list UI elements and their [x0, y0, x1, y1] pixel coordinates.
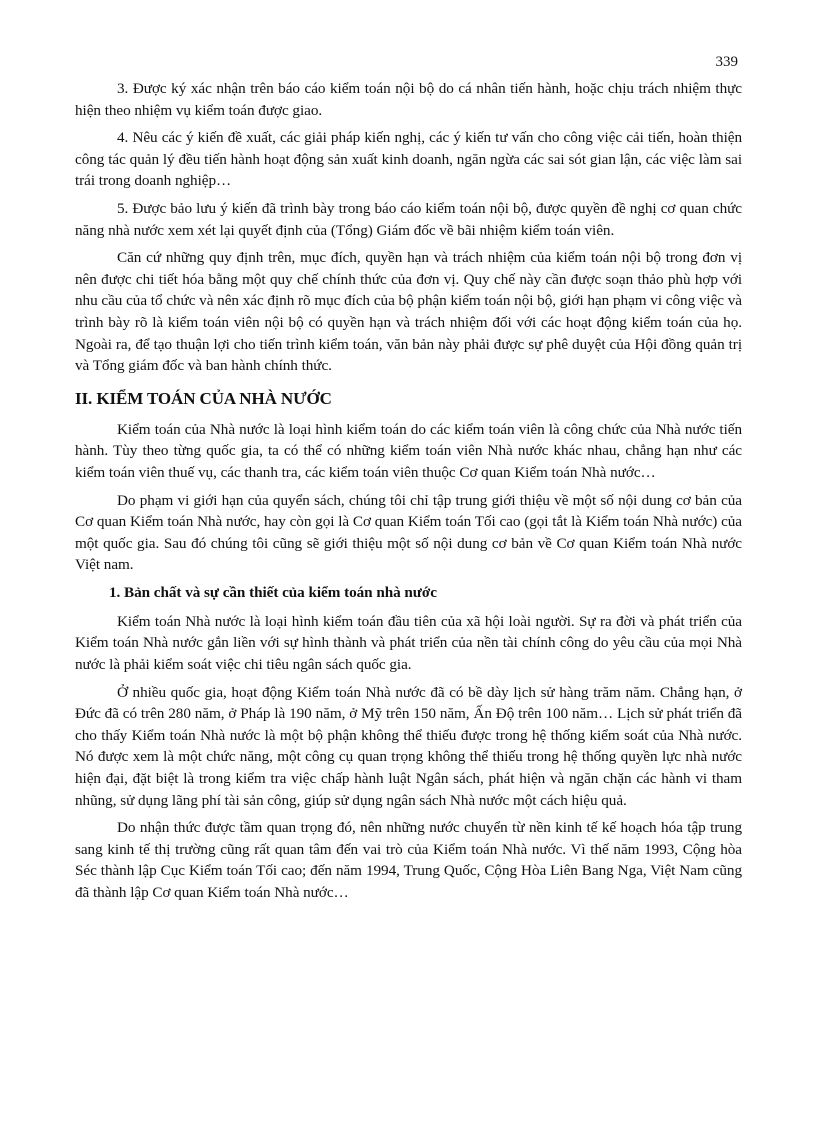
subsection-paragraph-transition: Do nhận thức được tầm quan trọng đó, nên những nước chuyển từ nền kinh tế kế hoạch hóa tập trung sang kinh tế thị trường cũng rất quan tâm đến vai trò của Kiểm toán Nhà nước. Vì thế năm 1993, Cộng hòa Séc thành lập Cục Kiểm toán Tối cao; đến năm 1994, Trung Quốc, Cộng Hòa Liên Bang Nga, Việt Nam cũng đã thành lập Cơ quan Kiểm toán Nhà nước… — [75, 819, 742, 901]
section-heading: II. KIỂM TOÁN CỦA NHÀ NƯỚC — [75, 388, 332, 408]
subsection-paragraph-history: Ở nhiều quốc gia, hoạt động Kiểm toán Nhà nước đã có bề dày lịch sử hàng trăm năm. Chẳng hạn, ở Đức đã có trên 280 năm, ở Pháp là 190 năm, ở Mỹ trên 150 năm, Ấn Độ trên 100 năm… Lịch sử phát triển đã cho thấy Kiểm toán Nhà nước là một bộ phận không thể thiếu được trong hệ thống kiểm soát của Nhà nước. Nó được xem là một chức năng, một công cụ quan trọng không thể thiếu trong hệ thống quyền lực nhà nước hiện đại, đặt biệt là trong kiểm tra việc chấp hành luật Ngân sách, phát hiện và ngăn chặn các hành vi tham nhũng, sử dụng lãng phí tài sản công, giúp sử dụng ngân sách Nhà nước một cách hiệu quả. — [75, 683, 742, 809]
section-paragraph-scope: Do phạm vi giới hạn của quyển sách, chúng tôi chỉ tập trung giới thiệu về một số nội dung cơ bản của Cơ quan Kiểm toán Nhà nước, hay còn gọi là Cơ quan Kiểm toán Tối cao (gọi tắt là Kiểm toán Nhà nước) của một quốc gia. Sau đó chúng tôi cũng sẽ giới thiệu một số nội dung cơ bản về Cơ quan Kiểm toán Nhà nước Việt nam. — [75, 491, 742, 574]
subsection-paragraph-origin: Kiểm toán Nhà nước là loại hình kiểm toán đầu tiên của xã hội loài người. Sự ra đời và phát triển của Kiểm toán Nhà nước gắn liền với sự hình thành và phát triển của nền tài chính công do yêu cầu của mọi Nhà nước là phải kiểm soát việc chi tiêu ngân sách quốc gia. — [75, 612, 742, 674]
subsection-heading: 1. Bản chất và sự cần thiết của kiểm toán nhà nước — [109, 583, 437, 601]
page-content — [75, 78, 742, 910]
paragraph-item-5: 5. Được bảo lưu ý kiến đã trình bày trong báo cáo kiểm toán nội bộ, được quyền đề nghị cơ quan chức năng nhà nước xem xét lại quyết định của (Tổng) Giám đốc về bãi nhiệm kiểm toán viên. — [75, 199, 742, 239]
page-number: 339 — [715, 54, 738, 70]
section-paragraph-definition: Kiểm toán của Nhà nước là loại hình kiểm toán do các kiểm toán viên là công chức của Nhà nước tiến hành. Tùy theo từng quốc gia, ta có thể có những kiểm toán viên Nhà nước khác nhau, chẳng hạn như các kiểm toán viên thuế vụ, các thanh tra, các kiểm toán viên thuộc Cơ quan Kiểm toán Nhà nước… — [75, 420, 742, 481]
paragraph-internal-audit-charter: Căn cứ những quy định trên, mục đích, quyền hạn và trách nhiệm của kiểm toán nội bộ trong đơn vị nên được chi tiết hóa bằng một quy chế chính thức của đơn vị. Quy chế này cần được soạn thảo phù hợp với nhu cầu của tổ chức và nên xác định rõ mục đích của bộ phận kiểm toán nội bộ, giới hạn phạm vi công việc và trình bày rõ là kiểm toán viên nội bộ có quyền hạn và trách nhiệm đối với các hoạt động kiểm toán của họ. Ngoài ra, để tạo thuận lợi cho tiến trình kiểm toán, văn bản này phải được sự phê duyệt của Hội đồng quản trị và Tổng giám đốc và ban hành chính thức. — [75, 249, 742, 375]
paragraph-item-4: 4. Nêu các ý kiến đề xuất, các giải pháp kiến nghị, các ý kiến tư vấn cho công việc cải tiến, hoàn thiện công tác quản lý đều tiến hành hoạt động sản xuất kinh doanh, ngăn ngừa các sai sót gian lận, các việc làm sai trái trong doanh nghiệp… — [75, 129, 742, 190]
paragraph-item-3: 3. Được ký xác nhận trên báo cáo kiểm toán nội bộ do cá nhân tiến hành, hoặc chịu trách nhiệm thực hiện theo nhiệm vụ kiểm toán được giao. — [75, 80, 742, 119]
